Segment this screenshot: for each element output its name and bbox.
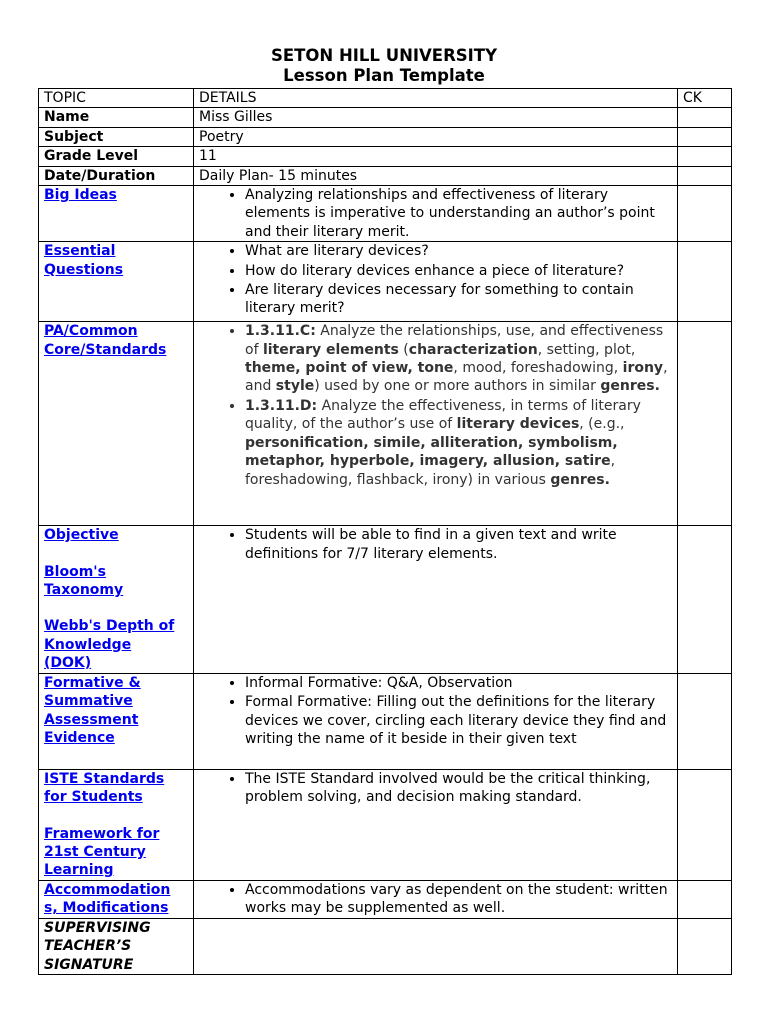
framework-label-line1: Framework for: [44, 825, 160, 842]
objective-details: [194, 526, 678, 673]
big-ideas-label-cell: [39, 186, 194, 242]
standard-term: literary devices: [456, 416, 580, 433]
signature-field[interactable]: [194, 918, 678, 974]
standard-text: Analyze the effectiveness, in terms of literary quality, of the author’s use of: [245, 397, 641, 433]
big-ideas-details: [194, 186, 678, 242]
framework-21st-century-link[interactable]: [44, 825, 188, 880]
grade-level-label: Grade Level: [39, 147, 194, 166]
essential-question-item: • Are literary devices necessary for something to contain literary merit?: [245, 281, 672, 318]
name-label: Name: [39, 108, 194, 127]
standard-text: , mood, foreshadowing,: [453, 360, 623, 377]
standards-details: [194, 322, 678, 526]
signature-label-line2: TEACHER’S: [44, 938, 132, 955]
standard-term: genres.: [600, 378, 660, 395]
standard-text: , and: [245, 360, 668, 395]
assessment-row: [39, 673, 732, 769]
accommodations-bullet: • Accommodations vary as dependent on the student: written works may be supplemented as well.: [245, 881, 672, 918]
essential-question-item: • What are literary devices?: [245, 242, 672, 260]
standard-item-c: [245, 322, 672, 396]
subject-label: Subject: [39, 127, 194, 146]
essential-questions-link[interactable]: [44, 242, 188, 279]
standard-term: theme, point of view, tone: [245, 360, 454, 377]
big-ideas-bullet: • Analyzing relationships and effectiveness of literary elements is imperative to understanding an author’s point and their literary merit.: [245, 186, 672, 241]
subject-check-cell[interactable]: [678, 127, 732, 146]
duration-row: [39, 166, 732, 185]
objective-check-cell[interactable]: [678, 526, 732, 673]
standard-text: (: [398, 341, 409, 358]
iste-standards-link[interactable]: [44, 770, 188, 807]
accommodations-link[interactable]: [44, 881, 188, 918]
duration-value: Daily Plan- 15 minutes: [194, 166, 678, 185]
standards-link[interactable]: [44, 322, 188, 359]
standard-text: , foreshadowing, flashback, irony) in various: [245, 453, 616, 488]
objective-label-cell: [39, 526, 194, 673]
university-title: SETON HILL UNIVERSITY: [270, 46, 498, 65]
iste-details: [194, 769, 678, 880]
accommodations-details: [194, 880, 678, 918]
essential-questions-label-cell: [39, 242, 194, 322]
iste-row: [39, 769, 732, 880]
grade-level-check-cell[interactable]: [678, 147, 732, 166]
webbs-dok-link[interactable]: [44, 617, 188, 672]
grade-level-row: [39, 147, 732, 166]
standard-text: , (e.g.,: [579, 416, 625, 433]
standard-term: literary elements: [262, 341, 399, 358]
standards-label-line1: PA/Common: [44, 323, 138, 340]
essential-questions-row: [39, 242, 732, 322]
signature-label-line3: SIGNATURE: [44, 956, 134, 973]
big-ideas-check-cell[interactable]: [678, 186, 732, 242]
standards-label-cell: [39, 322, 194, 526]
standard-item-d: [245, 397, 672, 489]
standards-check-cell[interactable]: [678, 322, 732, 526]
objective-link[interactable]: Objective: [44, 527, 119, 544]
name-value: Miss Gilles: [194, 108, 678, 127]
details-column-header: DETAILS: [194, 89, 678, 108]
standards-row: [39, 322, 732, 526]
assessment-check-cell[interactable]: [678, 673, 732, 769]
topic-column-header: TOPIC: [39, 89, 194, 108]
ck-column-header: CK: [678, 89, 732, 108]
assessment-bullet: • Formal Formative: Filling out the definitions for the literary devices we cover, circling each literary device they find and writing the name of it beside in their given text: [245, 693, 672, 748]
standard-code: 1.3.11.D:: [245, 397, 318, 414]
signature-label-cell: [39, 918, 194, 974]
subject-row: [39, 127, 732, 146]
grade-level-value: 11: [194, 147, 678, 166]
standard-term: genres.: [550, 471, 610, 488]
standard-term: personification, simile, alliteration, symbolism, metaphor, hyperbole, imagery, allusion, satire: [245, 434, 618, 470]
standard-term: style: [275, 378, 315, 395]
big-ideas-link[interactable]: Big Ideas: [44, 187, 117, 204]
signature-label-line1: SUPERVISING: [44, 919, 151, 936]
essential-questions-check-cell[interactable]: [678, 242, 732, 322]
signature-row: [39, 918, 732, 974]
assessment-label-line2: Summative: [44, 693, 133, 710]
standard-text: ) used by one or more authors in similar: [314, 378, 601, 395]
template-title: Lesson Plan Template: [283, 66, 485, 85]
framework-label-line2: 21st Century: [44, 843, 146, 860]
assessment-label-line3: Assessment: [44, 711, 139, 728]
essential-question-item: • How do literary devices enhance a piece of literature?: [245, 262, 672, 280]
assessment-label-line1: Formative &: [44, 674, 141, 691]
blooms-label-line1: Bloom's: [44, 563, 106, 580]
assessment-link[interactable]: [44, 674, 188, 748]
standard-text: , setting, plot,: [537, 341, 636, 358]
objective-row: [39, 526, 732, 673]
iste-label-line1: ISTE Standards: [44, 770, 165, 787]
lesson-plan-table: [38, 88, 732, 975]
subject-value: Poetry: [194, 127, 678, 146]
essential-label-line2: Questions: [44, 261, 124, 278]
big-ideas-row: [39, 186, 732, 242]
standard-term: characterization: [408, 341, 538, 358]
blooms-label-line2: Taxonomy: [44, 582, 124, 599]
assessment-label-cell: [39, 673, 194, 769]
accommodations-label-cell: [39, 880, 194, 918]
document-header: [0, 46, 768, 86]
framework-label-line3: Learning: [44, 862, 114, 879]
assessment-label-line4: Evidence: [44, 729, 115, 746]
assessment-bullet: • Informal Formative: Q&A, Observation: [245, 674, 672, 692]
name-check-cell[interactable]: [678, 108, 732, 127]
iste-check-cell[interactable]: [678, 769, 732, 880]
iste-label-line2: for Students: [44, 789, 143, 806]
essential-questions-details: [194, 242, 678, 322]
standards-label-line2: Core/Standards: [44, 341, 167, 358]
accommodations-check-cell[interactable]: [678, 880, 732, 918]
webbs-label-line2: Knowledge: [44, 636, 132, 653]
name-row: [39, 108, 732, 127]
accommodations-label-line1: Accommodation: [44, 881, 171, 898]
standard-code: 1.3.11.C:: [245, 323, 316, 340]
accommodations-label-line2: s, Modifications: [44, 900, 169, 917]
standard-text: Analyze the relationships, use, and effectiveness of: [245, 323, 664, 358]
webbs-label-line3: (DOK): [44, 655, 92, 672]
accommodations-row: [39, 880, 732, 918]
signature-check-cell[interactable]: [678, 918, 732, 974]
duration-check-cell[interactable]: [678, 166, 732, 185]
objective-bullet: • Students will be able to find in a given text and write definitions for 7/7 literary elements.: [245, 526, 672, 563]
standard-term: irony: [622, 360, 664, 377]
table-header-row: [39, 89, 732, 108]
essential-label-line1: Essential: [44, 243, 116, 260]
blooms-taxonomy-link[interactable]: [44, 563, 188, 600]
iste-label-cell: [39, 769, 194, 880]
webbs-label-line1: Webb's Depth of: [44, 618, 175, 635]
iste-bullet: • The ISTE Standard involved would be the critical thinking, problem solving, and decision making standard.: [245, 770, 672, 807]
assessment-details: [194, 673, 678, 769]
duration-label: Date/Duration: [39, 166, 194, 185]
